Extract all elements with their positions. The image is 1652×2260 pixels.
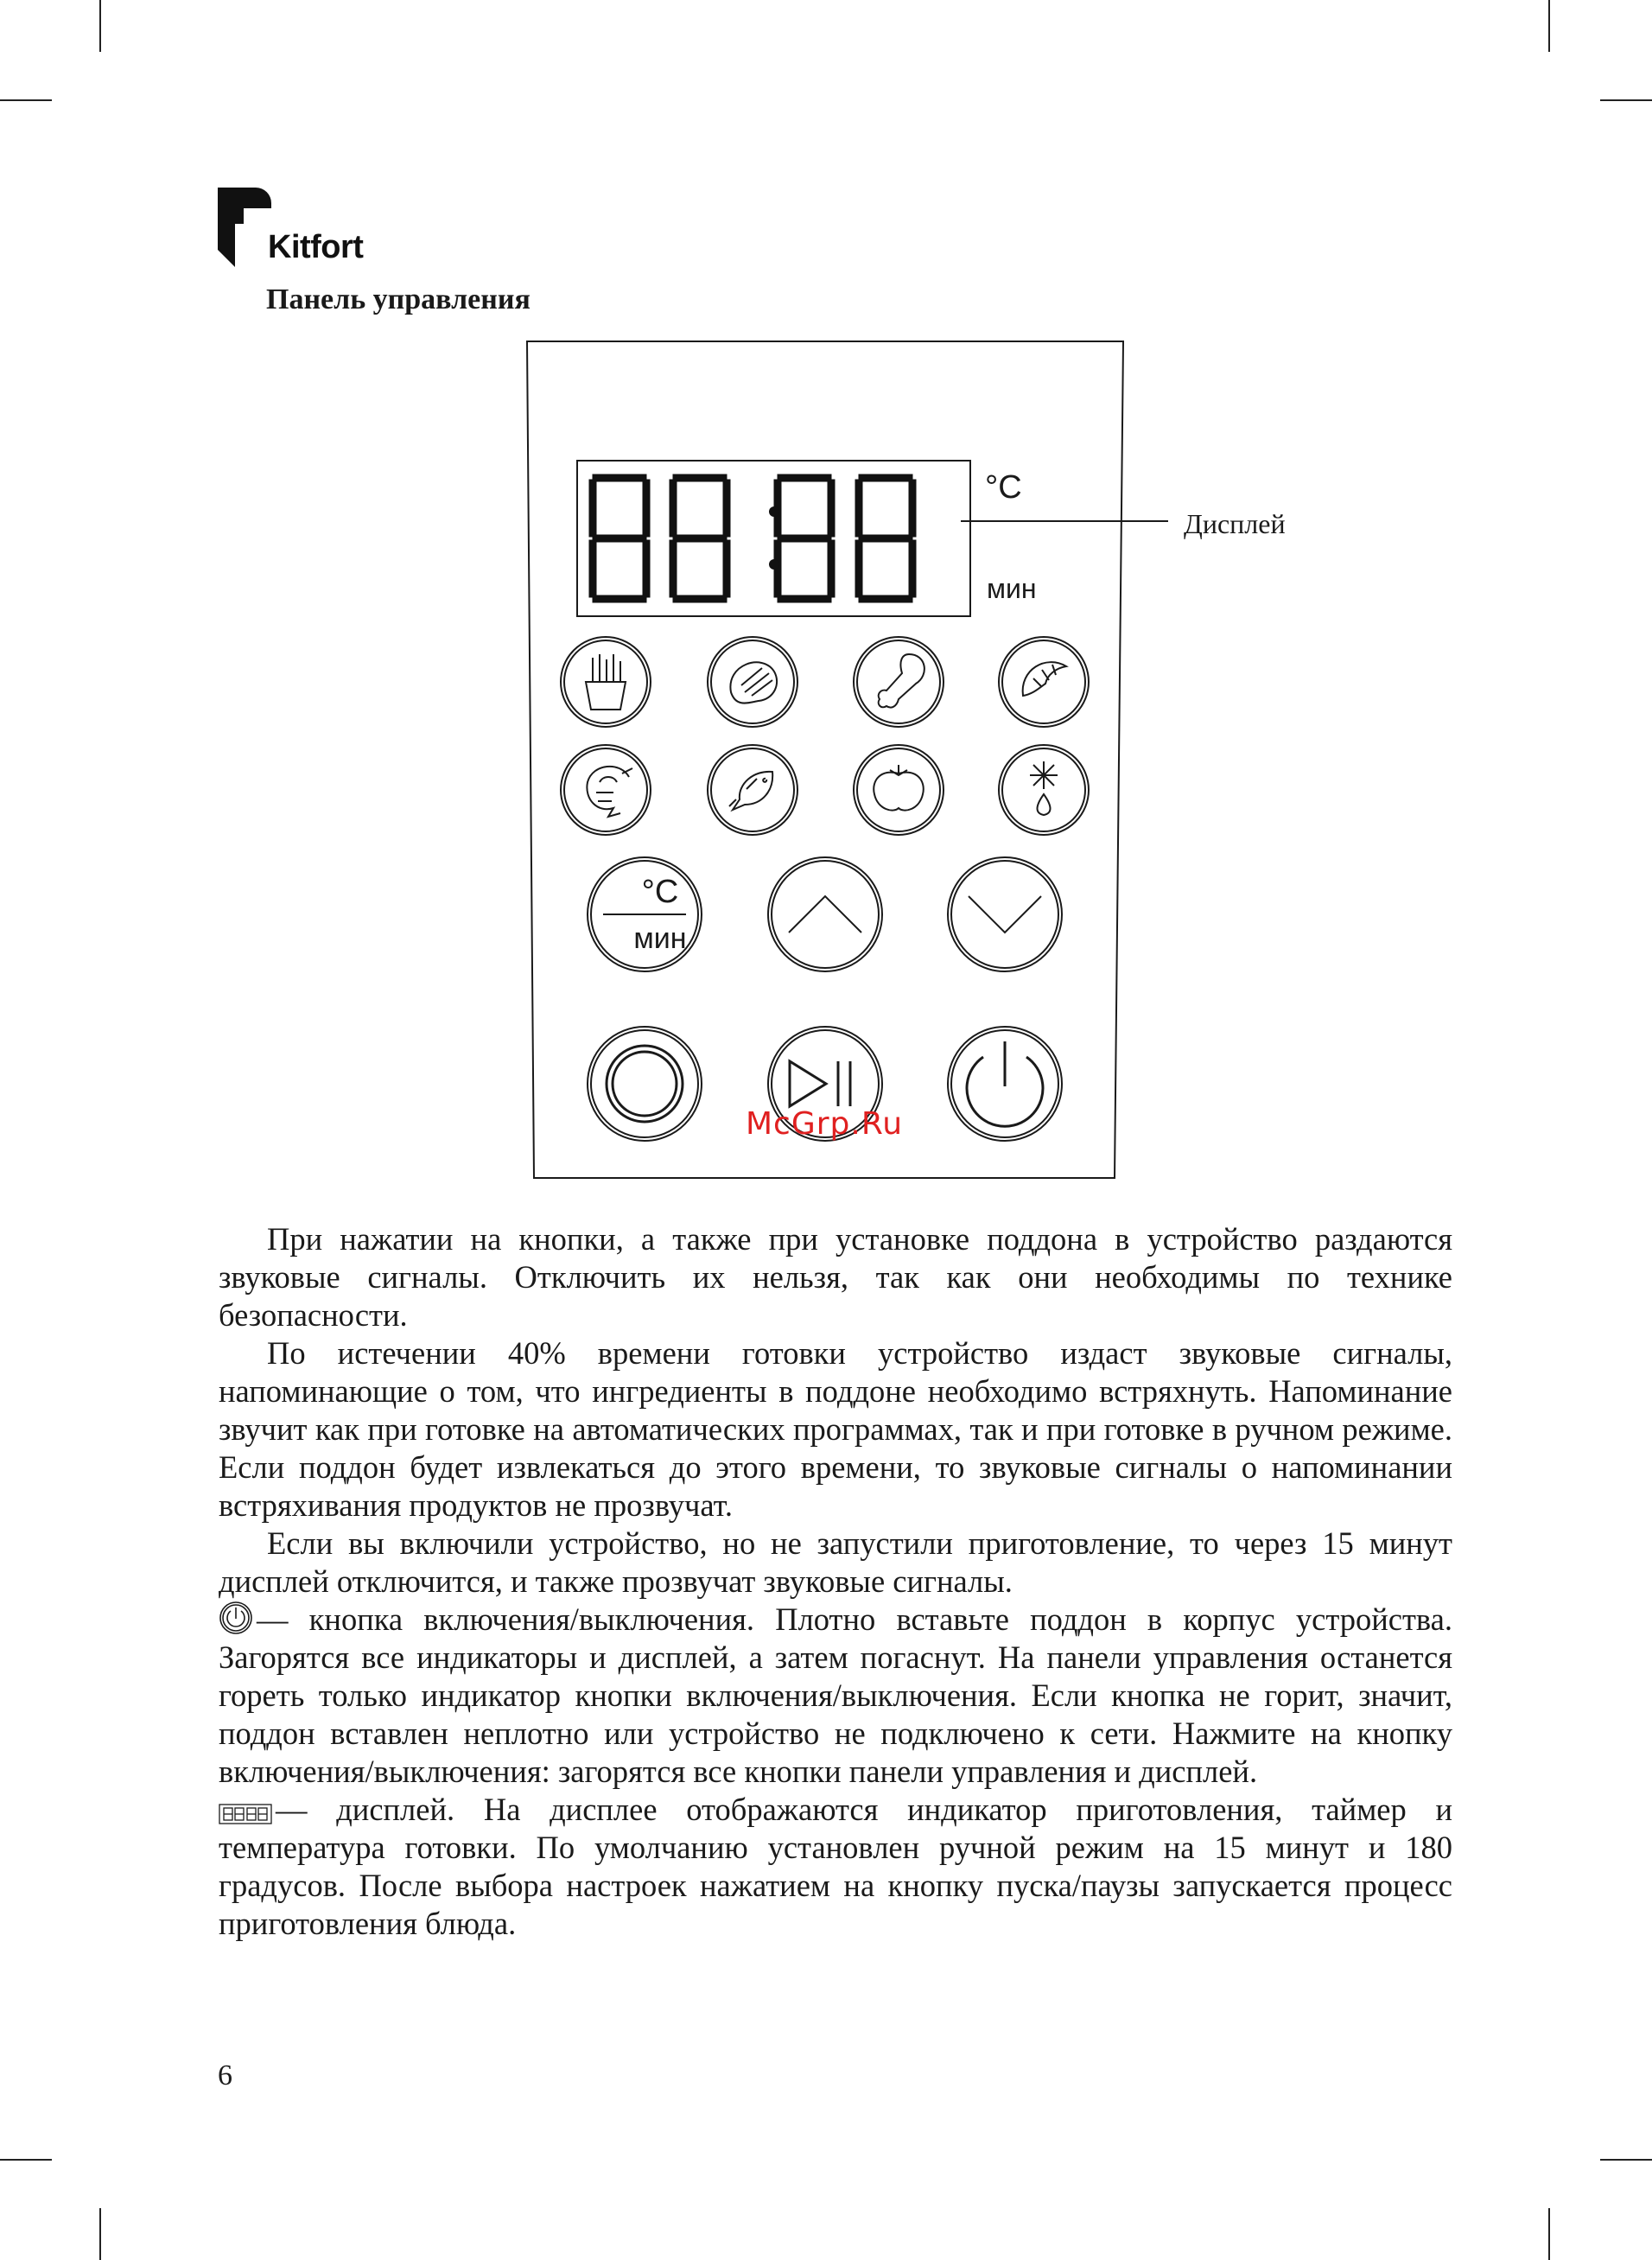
up-arrow-button [768, 857, 882, 971]
section-title: Панель управления [266, 283, 531, 315]
crop-mark [1600, 99, 1652, 101]
page-number: 6 [218, 2059, 232, 2091]
paragraph-display [219, 1791, 1452, 1943]
chicken-leg-icon [854, 637, 944, 727]
crop-mark [99, 0, 101, 52]
toggle-button-time-label: мин [633, 922, 687, 955]
display-callout-label: Дисплей [1184, 508, 1286, 539]
control-panel-diagram [518, 333, 1313, 1188]
control-panel-svg [518, 333, 1313, 1188]
power-icon [219, 1601, 253, 1635]
crop-mark [0, 2159, 52, 2161]
body-text [219, 1220, 1452, 1943]
kitfort-logo-mark [218, 188, 271, 267]
watermark: McGrp.Ru [746, 1106, 904, 1142]
shrimp-icon [561, 745, 651, 835]
crop-mark [1548, 0, 1550, 52]
display-unit-temp: °C [985, 469, 1022, 506]
toggle-button-temp-label: °C [641, 874, 679, 910]
crop-mark [1548, 2208, 1550, 2260]
steak-icon [708, 637, 797, 727]
display-unit-time: мин [987, 573, 1037, 604]
paragraph-power-button [219, 1601, 1452, 1791]
display-colon-top [769, 506, 779, 517]
power-button-description: — кнопка включения/выключения. Плотно вставьте поддон в корпус устройства. Загорятся все индикаторы и дисплей, а затем погаснут. На панели управления останется гореть только индикатор кнопки включения/выключения. Если кнопка не горит, значит, поддон вставлен неплотно или устройство не подключено к сети. Нажмите на кнопку включения/выключения: загорятся все кнопки панели управления и дисплей. [219, 1601, 1452, 1789]
down-arrow-button [948, 857, 1062, 971]
tomato-icon [854, 745, 944, 835]
display-icon [219, 1803, 272, 1825]
crop-mark [1600, 2159, 1652, 2161]
display-colon-bottom [769, 559, 779, 570]
paragraph-shake-reminder: По истечении 40% времени готовки устройство издаст звуковые сигналы, напоминающие о том, что ингредиенты в поддоне необходимо встряхнуть. Напоминание звучит как при готовке на автоматических программах, так и при готовке в ручном режиме. Если поддон будет извлекаться до этого времени, то звуковые сигналы о напоминании встряхивания продуктов не прозвучат. [219, 1335, 1452, 1523]
panel-frame [527, 341, 1123, 1178]
crop-mark [0, 99, 52, 101]
display-digits [593, 478, 912, 599]
stop-button [588, 1027, 702, 1141]
croissant-icon [999, 637, 1089, 727]
kitfort-logo [218, 188, 391, 274]
display-description: — дисплей. На дисплее отображаются индикатор приготовления, таймер и температура готовки. По умолчанию установлен ручной режим на 15 минут и 180 градусов. После выбора настроек нажатием на кнопку пуска/паузы запускается процесс приготовления блюда. [219, 1792, 1452, 1941]
paragraph-beeps: При нажатии на кнопки, а также при установке поддона в устройство раздаются звуковые сигналы. Отключить их нельзя, так как они необходимы по технике безопасности. [219, 1221, 1452, 1333]
logo-text: Kitfort [268, 229, 364, 265]
fries-icon [561, 637, 651, 727]
crop-mark [99, 2208, 101, 2260]
power-button [948, 1027, 1062, 1141]
defrost-icon [999, 745, 1089, 835]
paragraph-auto-off: Если вы включили устройство, но не запустили приготовление, то через 15 минут дисплей отключится, и также прозвучат звуковые сигналы. [219, 1525, 1452, 1599]
fish-icon [708, 745, 797, 835]
